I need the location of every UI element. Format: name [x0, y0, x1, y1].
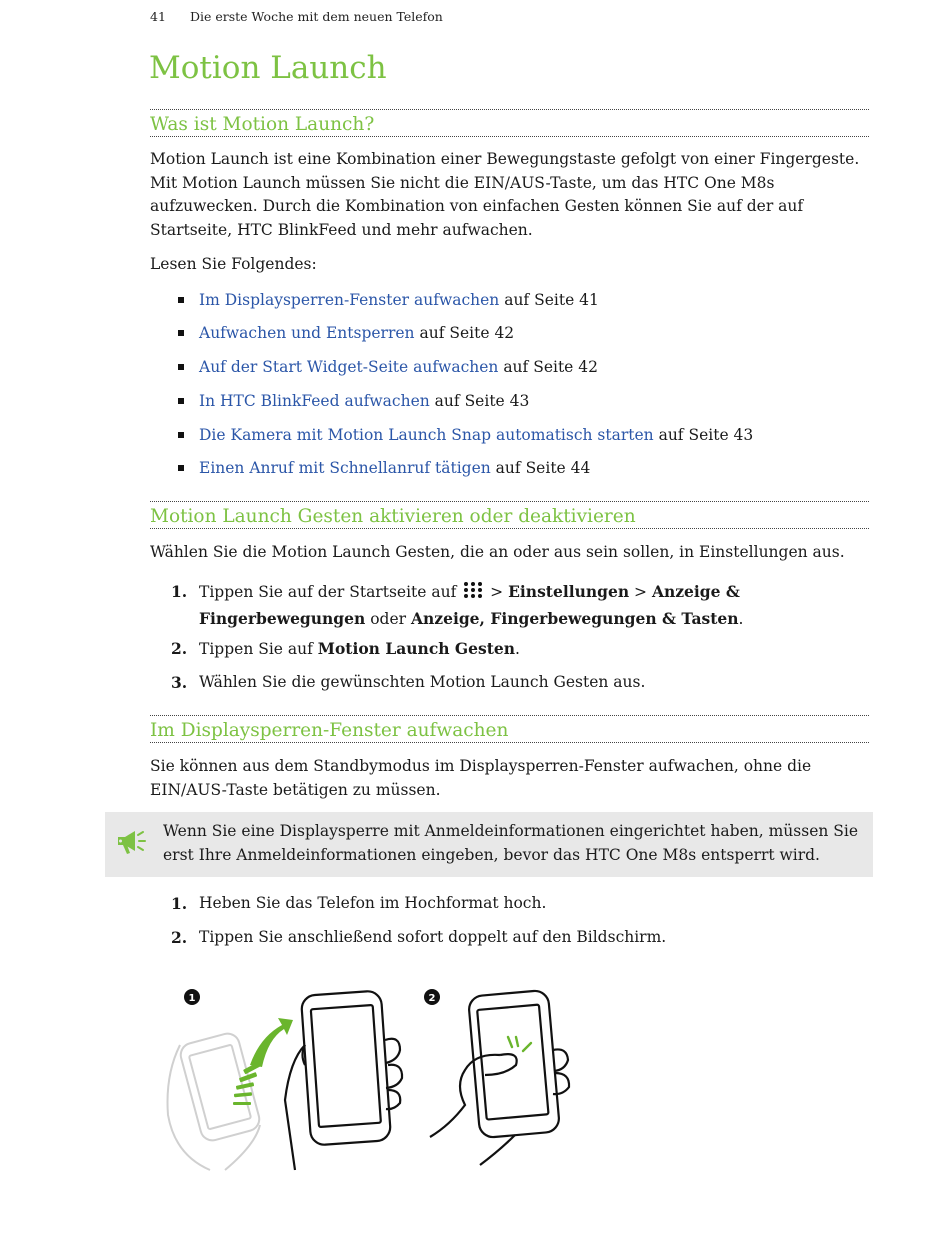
separator: > [629, 583, 652, 601]
link-start-widget[interactable]: Auf der Start Widget-Seite aufwachen [199, 358, 499, 376]
svg-text:1: 1 [188, 993, 196, 1004]
bullet-icon [178, 364, 184, 370]
step-text: Wählen Sie die gewünschten Motion Launch Gesten aus. [199, 673, 646, 691]
step-text: Heben Sie das Telefon im Hochformat hoch. [199, 894, 547, 912]
link-displaysperren[interactable]: Im Displaysperren-Fenster aufwachen [199, 291, 500, 309]
page-ref: auf Seite 43 [429, 392, 530, 410]
phone-lifted [285, 990, 402, 1170]
step-item [171, 671, 871, 695]
section-heading-displaysperren: Im Displaysperren-Fenster aufwachen [150, 715, 869, 743]
page-ref: auf Seite 43 [653, 426, 754, 444]
phone-ghost [168, 1031, 262, 1170]
step-text: Tippen Sie anschließend sofort doppelt auf den Bildschirm. [199, 928, 667, 946]
page-ref: auf Seite 42 [498, 358, 599, 376]
section1-intro: Lesen Sie Folgendes: [150, 255, 317, 273]
menu-motion-launch-gesten: Motion Launch Gesten [317, 639, 516, 658]
bullet-icon [178, 330, 184, 336]
step-number: 3. [171, 673, 188, 692]
section-heading-gesten: Motion Launch Gesten aktivieren oder deaktivieren [150, 501, 869, 529]
page-ref: auf Seite 41 [499, 291, 599, 309]
bullet-icon [178, 465, 184, 471]
section-heading-was-ist: Was ist Motion Launch? [150, 109, 869, 137]
step-text: Tippen Sie auf [199, 640, 318, 658]
wake-gesture-illustration [160, 985, 600, 1175]
menu-einstellungen: Einstellungen [508, 582, 630, 601]
menu-anzeige-fingerbewegungen: Anzeige & Fingerbewegungen [199, 582, 740, 628]
svg-text:2: 2 [428, 993, 436, 1004]
lift-arrow-icon [233, 1018, 293, 1105]
bullet-icon [178, 432, 184, 438]
step-number: 1. [171, 894, 188, 913]
step-item [171, 637, 871, 661]
tap-burst-icon [508, 1037, 531, 1051]
menu-anzeige-tasten: Anzeige, Fingerbewegungen & Tasten [410, 608, 739, 628]
section2-paragraph: Wählen Sie die Motion Launch Gesten, die an oder aus sein sollen, in Einstellungen aus. [150, 543, 845, 561]
link-schnellanruf[interactable]: Einen Anruf mit Schnellanruf tätigen [199, 459, 491, 477]
page-ref: auf Seite 42 [414, 324, 515, 342]
step-number: 2. [171, 639, 188, 658]
link-aufwachen-entsperren[interactable]: Aufwachen und Entsperren [199, 324, 415, 342]
step-item [171, 580, 871, 628]
step-text: Tippen Sie auf der Startseite auf [199, 583, 462, 601]
megaphone-note-icon [115, 827, 147, 861]
step-badge-2 [424, 989, 440, 1005]
chapter-title: Die erste Woche mit dem neuen Telefon [189, 9, 443, 24]
page-ref: auf Seite 44 [490, 459, 591, 477]
page-title: Motion Launch [149, 50, 387, 86]
step-text: oder [365, 609, 411, 628]
phone-double-tap [430, 990, 569, 1165]
step-item [171, 892, 871, 916]
link-blinkfeed[interactable]: In HTC BlinkFeed aufwachen [199, 392, 430, 410]
page-number: 41 [150, 9, 166, 24]
separator: > [485, 583, 509, 601]
bullet-icon [178, 297, 184, 303]
step-number: 1. [171, 582, 188, 601]
note-box [105, 812, 873, 877]
section3-paragraph: Sie können aus dem Standbymodus im Displaysperren-Fenster aufwachen, ohne die EIN/AUS-Taste betätigen zu müssen. [150, 757, 812, 799]
step-badge-1 [184, 989, 200, 1005]
step-number: 2. [171, 928, 188, 947]
page-header [150, 9, 443, 24]
step-text: . [515, 640, 520, 658]
step-item [171, 926, 871, 950]
apps-grid-icon [463, 581, 483, 607]
step-text: . [738, 609, 744, 628]
section1-paragraph: Motion Launch ist eine Kombination einer Bewegungstaste gefolgt von einer Fingergeste. Mit Motion Launch müssen Sie nicht die EIN/AUS-Taste, um das HTC One M8s aufzuwecken. Durch die Kombination von einfachen Gesten können Sie auf der auf Startseite, HTC BlinkFeed und mehr aufwachen. [150, 150, 860, 239]
note-text: Wenn Sie eine Displaysperre mit Anmeldeinformationen eingerichtet haben, müssen Sie erst Ihre Anmeldeinformationen eingeben, bevor das HTC One M8s entsperrt wird. [163, 822, 859, 864]
link-kamera-snap[interactable]: Die Kamera mit Motion Launch Snap automatisch starten [199, 426, 654, 444]
bullet-icon [178, 398, 184, 404]
